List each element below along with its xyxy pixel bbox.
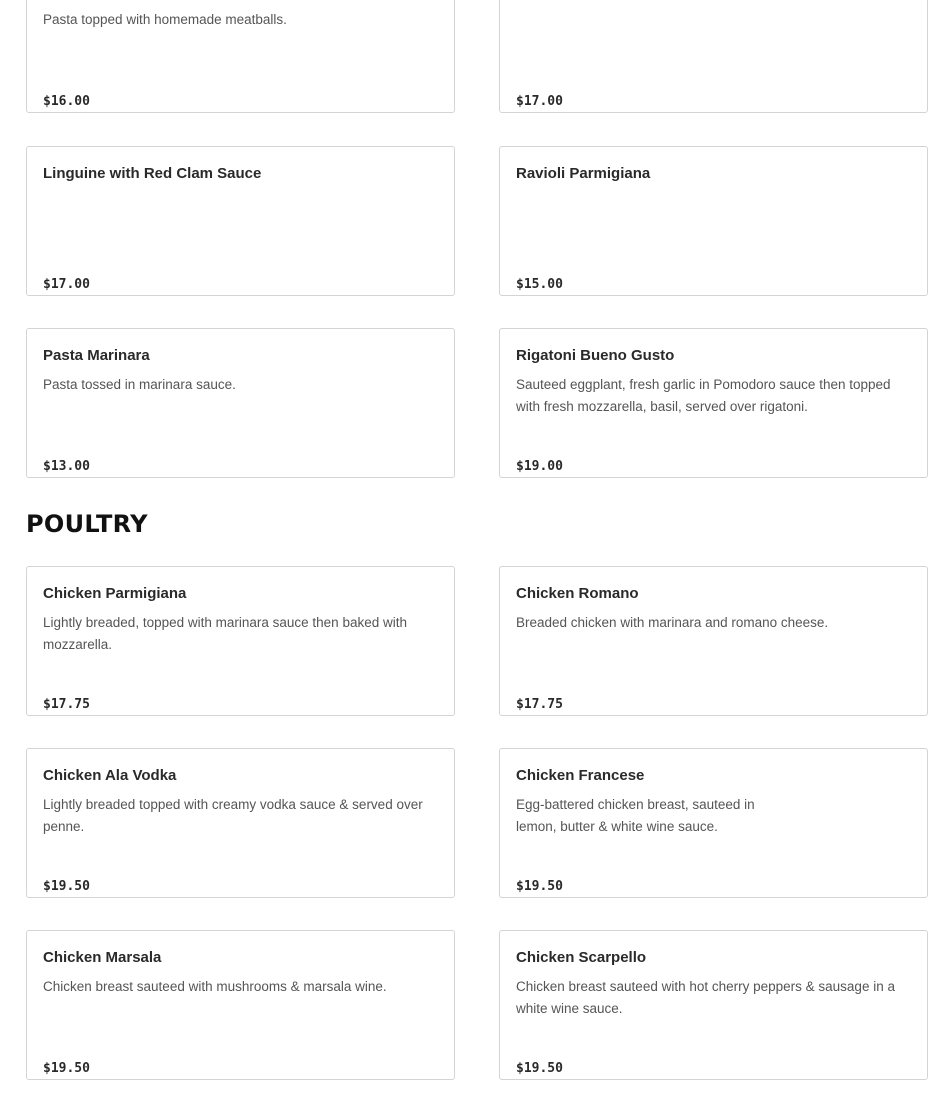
menu-item-card[interactable] [499, 146, 928, 296]
menu-item-description: Breaded chicken with marinara and romano cheese. [516, 615, 829, 630]
menu-item-card[interactable] [26, 930, 455, 1080]
menu-item-name: Rigatoni Bueno Gusto [516, 347, 675, 364]
menu-item-name: Chicken Scarpello [516, 949, 647, 966]
menu-item-card[interactable] [499, 566, 928, 716]
menu-item-description: Lightly breaded, topped with marinara sauce then baked with mozzarella. [43, 615, 407, 652]
menu-item-description: Chicken breast sauteed with hot cherry peppers & sausage in a white wine sauce. [516, 979, 895, 1016]
menu-item-name: Chicken Parmigiana [43, 585, 187, 602]
menu-item-card[interactable] [499, 748, 928, 898]
menu-item-price: $17.75 [43, 697, 90, 712]
menu-item-card[interactable] [26, 146, 455, 296]
menu-item-name: Chicken Francese [516, 767, 645, 784]
menu-item-price: $19.50 [43, 1061, 90, 1076]
menu-item-price: $13.00 [43, 459, 90, 474]
menu-item-name: Ravioli Parmigiana [516, 165, 651, 182]
menu-item-name: Linguine with Red Clam Sauce [43, 165, 262, 182]
menu-item-card[interactable] [26, 328, 455, 478]
menu-item-card[interactable] [26, 748, 455, 898]
menu-item-name: Pasta Marinara [43, 347, 150, 364]
menu-item-description: Lightly breaded topped with creamy vodka sauce & served over penne. [43, 797, 423, 834]
menu-item-card[interactable] [499, 0, 928, 113]
menu-item-price: $15.00 [516, 277, 563, 292]
menu-item-price: $17.00 [516, 94, 563, 109]
menu-item-card[interactable] [499, 930, 928, 1080]
menu-item-description: Chicken breast sauteed with mushrooms & marsala wine. [43, 979, 387, 994]
menu-item-price: $19.50 [516, 879, 563, 894]
menu-item-price: $19.00 [516, 459, 563, 474]
menu-item-card[interactable] [26, 0, 455, 113]
menu-item-price: $17.75 [516, 697, 563, 712]
menu-item-description: Pasta tossed in marinara sauce. [43, 377, 236, 392]
menu-item-description: Sauteed eggplant, fresh garlic in Pomodoro sauce then topped with fresh mozzarella, basil, served over rigatoni. [516, 377, 891, 414]
menu-item-price: $17.00 [43, 277, 90, 292]
menu-item-card[interactable] [26, 566, 455, 716]
menu-item-description: Egg-battered chicken breast, sauteed in lemon, butter & white wine sauce. [516, 797, 755, 834]
menu-item-name: Chicken Romano [516, 585, 639, 602]
menu-item-price: $19.50 [516, 1061, 563, 1076]
menu-item-name: Chicken Marsala [43, 949, 162, 966]
section-title-poultry: POULTRY [26, 510, 148, 538]
menu-item-price: $16.00 [43, 94, 90, 109]
menu-item-price: $19.50 [43, 879, 90, 894]
menu-item-description: Pasta topped with homemade meatballs. [43, 12, 287, 27]
menu-item-card[interactable] [499, 328, 928, 478]
menu-item-name: Chicken Ala Vodka [43, 767, 177, 784]
